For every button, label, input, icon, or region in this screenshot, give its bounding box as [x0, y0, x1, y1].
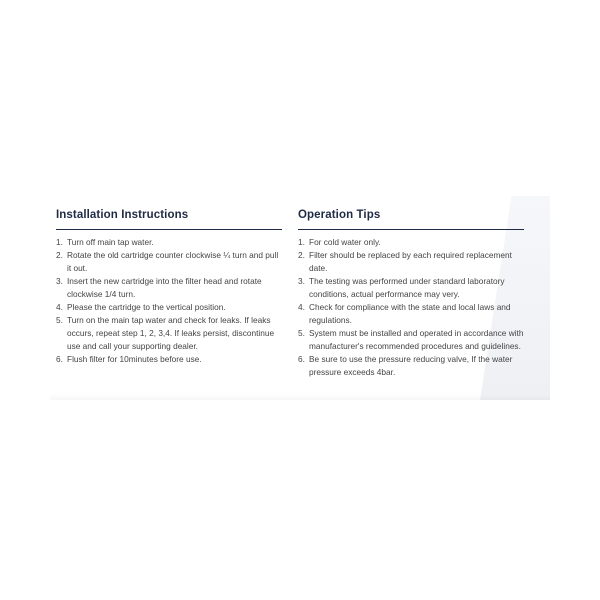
operation-tip	[298, 353, 526, 379]
operation-tips-list	[298, 236, 526, 379]
tip-number: 6.	[298, 354, 305, 364]
tip-number: 3.	[298, 276, 305, 286]
operation-tip	[298, 236, 526, 249]
step-number: 1.	[56, 237, 63, 247]
operation-divider	[298, 229, 524, 230]
operation-tip	[298, 275, 526, 301]
tip-text: Filter should be replaced by each required replacement date.	[309, 250, 512, 273]
operation-tip	[298, 249, 526, 275]
step-number: 3.	[56, 276, 63, 286]
step-number: 2.	[56, 250, 63, 260]
installation-step	[56, 275, 282, 301]
step-text: Insert the new cartridge into the filter head and rotate clockwise 1/4 turn.	[67, 276, 262, 299]
step-text: Turn on the main tap water and check for leaks. If leaks occurs, repeat step 1, 2, 3,4. If leaks persist, discontinue use and call your supporting dealer.	[67, 315, 275, 351]
installation-steps-list	[56, 236, 282, 366]
operation-tip	[298, 327, 526, 353]
step-text: Flush filter for 10minutes before use.	[67, 354, 202, 364]
installation-divider	[56, 229, 282, 230]
step-text: Please the cartridge to the vertical position.	[67, 302, 226, 312]
tip-text: The testing was performed under standard laboratory conditions, actual performance may very.	[309, 276, 505, 299]
step-number: 4.	[56, 302, 63, 312]
installation-step	[56, 236, 282, 249]
operation-tip	[298, 301, 526, 327]
step-number: 5.	[56, 315, 63, 325]
operation-heading: Operation Tips	[298, 209, 381, 221]
instructions-panel	[50, 196, 550, 400]
step-text: Rotate the old cartridge counter clockwise ¼ turn and pull it out.	[67, 250, 279, 273]
installation-step	[56, 353, 282, 366]
tip-text: System must be installed and operated in accordance with manufacturer's recommended procedures and guidelines.	[309, 328, 524, 351]
installation-step	[56, 249, 282, 275]
tip-text: Check for compliance with the state and local laws and regulations.	[309, 302, 511, 325]
installation-section	[56, 208, 282, 366]
step-text: Turn off main tap water.	[67, 237, 154, 247]
tip-number: 5.	[298, 328, 305, 338]
tip-text: Be sure to use the pressure reducing valve, If the water pressure exceeds 4bar.	[309, 354, 513, 377]
installation-step	[56, 301, 282, 314]
operation-section	[298, 208, 526, 379]
installation-heading: Installation Instructions	[56, 209, 189, 221]
step-number: 6.	[56, 354, 63, 364]
panel-bottom-shade	[50, 394, 550, 400]
tip-number: 1.	[298, 237, 305, 247]
tip-text: For cold water only.	[309, 237, 381, 247]
installation-step	[56, 314, 282, 353]
tip-number: 2.	[298, 250, 305, 260]
tip-number: 4.	[298, 302, 305, 312]
